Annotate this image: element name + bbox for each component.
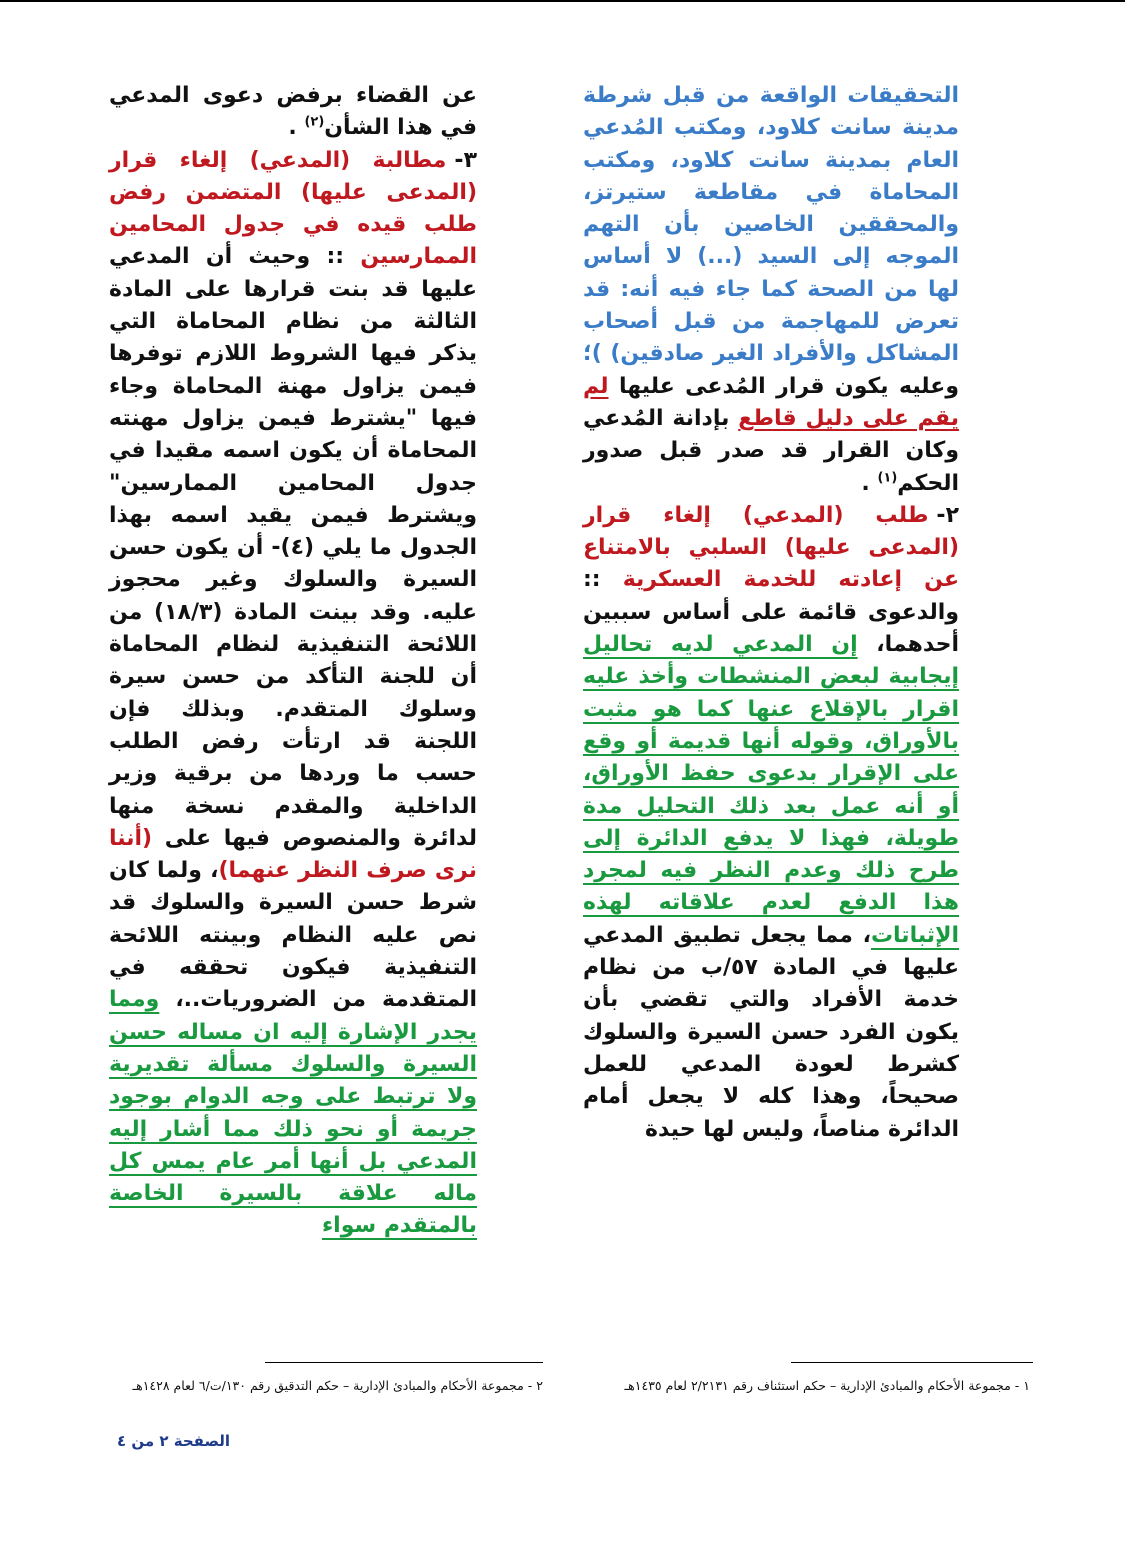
item-2-tail: ، مما يجعل تطبيق المدعي عليها في المادة ٥٧/ب من نظام خدمة الأفراد والتي تقضي بأن يكون الفرد حسن السيرة والسلوك كشرط لعودة المدعي للعمل صحيحاً، وهذا كله لا يجعل أمام الدائرة مناصاً، وليس لها حيدة: [583, 922, 959, 1142]
footnote-1: ١ - مجموعة الأحكام والمبادئ الإدارية – حكم استئناف رقم ٢/٢١٣١ لعام ١٤٣٥هـ: [624, 1378, 1030, 1393]
investigation-quote: التحقيقات الواقعة من قبل شرطة مدينة سانت كلاود، ومكتب المُدعي العام بمدينة سانت كلاود، ومكتب المحاماة في مقاطعة ستيرتز، والمحققين الخاصين بأن التهم الموجه إلى السيد (...) لا أساس لها من الصحة كما جاء فيه أنه: قد تعرض للمهاجمة من قبل أصحاب المشاكل والأفراد الغير صادقين) )؛: [583, 83, 959, 367]
item-3-heading: مطالبة (المدعي) إلغاء قرار (المدعى عليها) المتضمن رفض طلب قيده في جدول المحامين الممارسين: [109, 147, 477, 270]
paragraph-end: .: [288, 115, 305, 141]
footnote-ref-1: (١): [877, 470, 898, 486]
item-3-text-2: ، ولما كان شرط حسن السيرة والسلوك قد نص عليه النظام وبينته اللائحة التنفيذية فيكون تحققه في المتقدمة من الضروريات..،: [109, 858, 477, 1013]
item-2-heading: طلب (المدعي) إلغاء قرار (المدعى عليها) السلبي بالامتناع عن إعادته للخدمة العسكرية: [583, 502, 959, 593]
highlight-no-evidence: لم يقم على دليل قاطع: [583, 373, 959, 431]
paragraph-text: عن القضاء برفض دعوى المدعي في هذا الشأن: [109, 83, 477, 141]
page-number: الصفحة ٢ من ٤: [116, 1432, 230, 1450]
item-2-text: :: والدعوى قائمة على أساس سببين أحدهما،: [583, 567, 959, 658]
footnote-ref-2: (٢): [304, 114, 325, 130]
paragraph-text: وعليه يكون قرار المُدعى عليها: [608, 373, 959, 399]
item-3-quote: (أننا نرى صرف النظر عنهما): [109, 825, 477, 884]
item-number-3: ٣-: [454, 147, 477, 173]
footnote-2: ٢ - مجموعة الأحكام والمبادئ الإدارية – حكم التدقيق رقم ١٣٠/ت/٦ لعام ١٤٢٨هـ: [132, 1378, 543, 1393]
footnote-rule-left: [265, 1362, 543, 1363]
paragraph-text: بإدانة المُدعي وكان القرار قد صدر قبل صدور الحكم: [583, 405, 959, 496]
right-column: [583, 80, 959, 1146]
top-rule: [0, 0, 1125, 2]
item-3-text: :: وحيث أن المدعي عليها قد بنت قرارها على المادة الثالثة من نظام المحاماة التي يذكر فيها الشروط اللازم توفرها فيمن يزاول مهنة المحاماة وجاء فيها "يشترط فيمن يزاول مهنته المحاماة أن يكون اسمه مقيدا في جدول المحامين الممارسين" ويشترط فيمن يقيد اسمه بهذا الجدول ما يلي (٤)- أن يكون حسن السيرة والسلوك وغير محجوز عليه. وقد بينت المادة (١٨/٣) من اللائحة التنفيذية لنظام المحاماة أن للجنة التأكد من حسن سيرة وسلوك المتقدم. وبذلك فإن اللجنة قد ارتأت رفض الطلب حسب ما وردها من برقية وزير الداخلية والمقدم نسخة منها لدائرة والمنصوص فيها على: [109, 244, 477, 851]
item-number-2: ٢-: [936, 502, 959, 528]
paragraph-end: .: [861, 470, 878, 496]
left-column: [109, 80, 477, 1243]
footnote-rule-right: [791, 1362, 1033, 1363]
item-2-highlight: إن المدعي لديه تحاليل إيجابية لبعض المنشطات وأخذ عليه اقرار بالإقلاع عنها كما هو مثبت بالأوراق، وقوله أنها قديمة أو وقع على الإقرار بدعوى حفظ الأوراق، أو أنه عمل بعد ذلك التحليل مدة طويلة، فهذا لا يدفع الدائرة إلى طرح ذلك وعدم النظر فيه لمجرد هذا الدفع لعدم علاقاته لهذه الإثباتات: [583, 632, 959, 948]
item-3-highlight: ومما يجدر الإشارة إليه ان مساله حسن السيرة والسلوك مسألة تقديرية ولا ترتبط على وجه الدوام بوجود جريمة أو نحو ذلك مما أشار إليه المدعي بل أنها أمر عام يمس كل ماله علاقة بالسيرة الخاصة بالمتقدم سواء: [109, 987, 477, 1239]
